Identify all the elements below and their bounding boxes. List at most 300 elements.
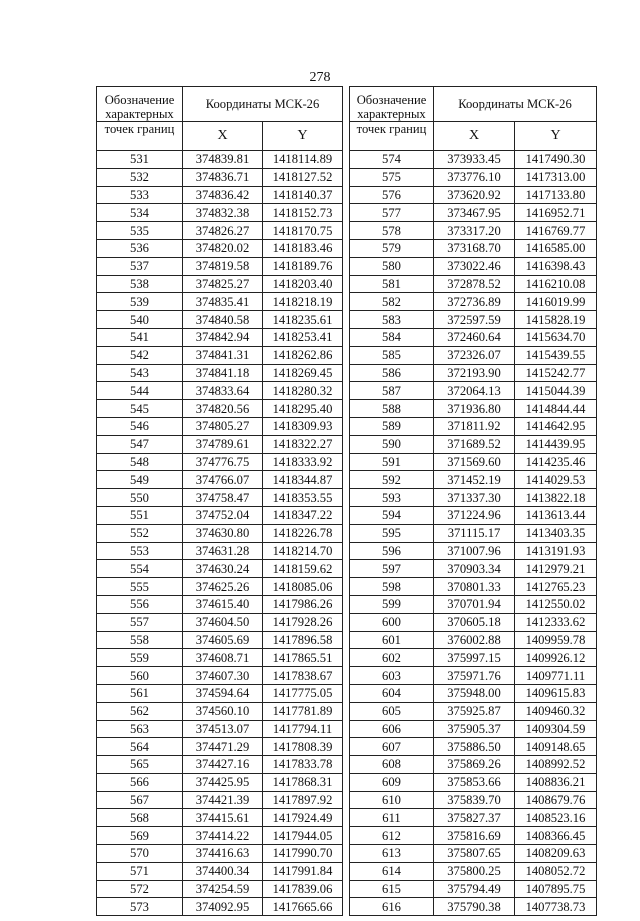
point-id-cell: 563 <box>97 720 183 738</box>
table-row <box>350 684 597 702</box>
x-coordinate-cell: 374513.07 <box>183 720 263 738</box>
y-coordinate-cell: 1409460.32 <box>515 702 597 720</box>
point-id-cell: 586 <box>350 364 434 382</box>
y-coordinate-cell: 1417313.00 <box>515 168 597 186</box>
table-row <box>350 880 597 898</box>
x-coordinate-cell: 374615.40 <box>183 595 263 613</box>
x-coordinate-cell: 373776.10 <box>434 168 515 186</box>
point-id-cell: 562 <box>97 702 183 720</box>
point-id-cell: 549 <box>97 471 183 489</box>
y-coordinate-cell: 1415828.19 <box>515 311 597 329</box>
table-row <box>97 364 343 382</box>
point-id-cell: 575 <box>350 168 434 186</box>
table-row <box>97 151 343 169</box>
table-row <box>97 417 343 435</box>
table-row <box>97 809 343 827</box>
y-coordinate-cell: 1418295.40 <box>263 400 343 418</box>
y-coordinate-cell: 1414029.53 <box>515 471 597 489</box>
x-coordinate-cell: 375853.66 <box>434 773 515 791</box>
table-row <box>350 702 597 720</box>
x-coordinate-cell: 374836.71 <box>183 168 263 186</box>
y-coordinate-cell: 1417868.31 <box>263 773 343 791</box>
table-row <box>97 328 343 346</box>
point-id-cell: 536 <box>97 239 183 257</box>
x-coordinate-cell: 374415.61 <box>183 809 263 827</box>
point-id-cell: 551 <box>97 506 183 524</box>
x-coordinate-cell: 374820.02 <box>183 239 263 257</box>
y-coordinate-cell: 1417991.84 <box>263 862 343 880</box>
x-coordinate-cell: 371569.60 <box>434 453 515 471</box>
table-row <box>97 578 343 596</box>
point-id-cell: 605 <box>350 702 434 720</box>
table-header <box>350 87 597 151</box>
point-id-cell: 567 <box>97 791 183 809</box>
x-coordinate-cell: 374416.63 <box>183 845 263 863</box>
x-coordinate-cell: 374825.27 <box>183 275 263 293</box>
x-coordinate-cell: 373317.20 <box>434 222 515 240</box>
y-coordinate-cell: 1417838.67 <box>263 667 343 685</box>
y-coordinate-cell: 1417839.06 <box>263 880 343 898</box>
point-id-cell: 553 <box>97 542 183 560</box>
table-row <box>350 613 597 631</box>
point-id-cell: 561 <box>97 684 183 702</box>
coordinates-table-right <box>349 86 597 916</box>
y-coordinate-cell: 1417794.11 <box>263 720 343 738</box>
y-coordinate-cell: 1412979.21 <box>515 560 597 578</box>
table-row <box>350 400 597 418</box>
table-row <box>350 542 597 560</box>
x-coordinate-cell: 370801.33 <box>434 578 515 596</box>
x-coordinate-cell: 374414.22 <box>183 827 263 845</box>
y-coordinate-cell: 1418114.89 <box>263 151 343 169</box>
table-row <box>350 489 597 507</box>
x-coordinate-cell: 375827.37 <box>434 809 515 827</box>
point-id-cell: 596 <box>350 542 434 560</box>
y-coordinate-cell: 1418214.70 <box>263 542 343 560</box>
table-row <box>350 649 597 667</box>
x-coordinate-cell: 370605.18 <box>434 613 515 631</box>
x-coordinate-cell: 374421.39 <box>183 791 263 809</box>
y-coordinate-cell: 1418262.86 <box>263 346 343 364</box>
y-coordinate-cell: 1417775.05 <box>263 684 343 702</box>
table-row <box>97 631 343 649</box>
table-row <box>97 898 343 916</box>
x-coordinate-cell: 374608.71 <box>183 649 263 667</box>
table-row <box>350 293 597 311</box>
point-id-cell: 569 <box>97 827 183 845</box>
table-row <box>97 168 343 186</box>
y-coordinate-cell: 1418347.22 <box>263 506 343 524</box>
y-coordinate-cell: 1414439.95 <box>515 435 597 453</box>
y-coordinate-cell: 1408992.52 <box>515 756 597 774</box>
x-coordinate-cell: 374820.56 <box>183 400 263 418</box>
table-row <box>97 506 343 524</box>
point-id-cell: 599 <box>350 595 434 613</box>
table-row <box>97 435 343 453</box>
y-coordinate-cell: 1414844.44 <box>515 400 597 418</box>
x-coordinate-cell: 370701.94 <box>434 595 515 613</box>
y-coordinate-cell: 1417665.66 <box>263 898 343 916</box>
table-row <box>350 667 597 685</box>
table-row <box>350 738 597 756</box>
x-coordinate-cell: 374631.28 <box>183 542 263 560</box>
coords-label: Координаты МСК-26 <box>183 87 343 122</box>
point-id-cell: 584 <box>350 328 434 346</box>
x-coordinate-cell: 375794.49 <box>434 880 515 898</box>
x-coordinate-cell: 373022.46 <box>434 257 515 275</box>
y-coordinate-cell: 1417944.05 <box>263 827 343 845</box>
y-coordinate-cell: 1416019.99 <box>515 293 597 311</box>
table-row <box>97 471 343 489</box>
table-row <box>350 524 597 542</box>
point-id-cell: 531 <box>97 151 183 169</box>
table-row <box>350 151 597 169</box>
x-coordinate-cell: 372878.52 <box>434 275 515 293</box>
point-id-cell: 537 <box>97 257 183 275</box>
table-row <box>350 845 597 863</box>
point-id-cell: 582 <box>350 293 434 311</box>
x-coordinate-cell: 375886.50 <box>434 738 515 756</box>
table-row <box>97 346 343 364</box>
y-coordinate-cell: 1418183.46 <box>263 239 343 257</box>
table-row <box>97 400 343 418</box>
x-coordinate-cell: 374842.94 <box>183 328 263 346</box>
table-row <box>350 364 597 382</box>
point-id-cell: 602 <box>350 649 434 667</box>
point-id-cell: 547 <box>97 435 183 453</box>
y-coordinate-cell: 1418269.45 <box>263 364 343 382</box>
table-row <box>350 168 597 186</box>
y-coordinate-cell: 1417490.30 <box>515 151 597 169</box>
point-id-cell: 541 <box>97 328 183 346</box>
y-coordinate-cell: 1418159.62 <box>263 560 343 578</box>
y-coordinate-cell: 1417833.78 <box>263 756 343 774</box>
x-coordinate-cell: 375800.25 <box>434 862 515 880</box>
x-coordinate-cell: 371224.96 <box>434 506 515 524</box>
point-id-cell: 564 <box>97 738 183 756</box>
point-id-cell: 579 <box>350 239 434 257</box>
y-coordinate-cell: 1415242.77 <box>515 364 597 382</box>
table-row <box>350 382 597 400</box>
point-id-cell: 566 <box>97 773 183 791</box>
x-coordinate-cell: 374826.27 <box>183 222 263 240</box>
table-row <box>350 257 597 275</box>
table-row <box>97 773 343 791</box>
table-row <box>97 560 343 578</box>
x-coordinate-cell: 376002.88 <box>434 631 515 649</box>
point-id-cell: 610 <box>350 791 434 809</box>
y-coordinate-cell: 1418189.76 <box>263 257 343 275</box>
x-coordinate-cell: 375997.15 <box>434 649 515 667</box>
x-coordinate-cell: 375925.87 <box>434 702 515 720</box>
x-coordinate-cell: 374836.42 <box>183 186 263 204</box>
y-coordinate-cell: 1413822.18 <box>515 489 597 507</box>
y-coordinate-cell: 1417897.92 <box>263 791 343 809</box>
y-coordinate-cell: 1412333.62 <box>515 613 597 631</box>
y-coordinate-cell: 1413191.93 <box>515 542 597 560</box>
point-id-cell: 590 <box>350 435 434 453</box>
point-id-cell: 533 <box>97 186 183 204</box>
point-id-cell: 559 <box>97 649 183 667</box>
y-coordinate-cell: 1417865.51 <box>263 649 343 667</box>
point-id-cell: 593 <box>350 489 434 507</box>
point-id-cell: 539 <box>97 293 183 311</box>
point-id-cell: 534 <box>97 204 183 222</box>
y-coordinate-cell: 1418140.37 <box>263 186 343 204</box>
point-id-cell: 589 <box>350 417 434 435</box>
y-coordinate-cell: 1417928.26 <box>263 613 343 631</box>
y-coordinate-cell: 1416952.71 <box>515 204 597 222</box>
x-coordinate-cell: 375869.26 <box>434 756 515 774</box>
point-id-cell: 614 <box>350 862 434 880</box>
point-id-cell: 588 <box>350 400 434 418</box>
point-id-cell: 604 <box>350 684 434 702</box>
point-id-cell: 542 <box>97 346 183 364</box>
x-coordinate-cell: 373168.70 <box>434 239 515 257</box>
table-row <box>97 524 343 542</box>
y-coordinate-cell: 1418253.41 <box>263 328 343 346</box>
x-coordinate-cell: 372736.89 <box>434 293 515 311</box>
point-id-cell: 546 <box>97 417 183 435</box>
table-row <box>350 311 597 329</box>
point-id-cell: 581 <box>350 275 434 293</box>
x-coordinate-cell: 375807.65 <box>434 845 515 863</box>
x-coordinate-cell: 374841.31 <box>183 346 263 364</box>
table-row <box>97 880 343 898</box>
y-coordinate-cell: 1417986.26 <box>263 595 343 613</box>
y-coordinate-cell: 1418353.55 <box>263 489 343 507</box>
y-coordinate-cell: 1407738.73 <box>515 898 597 916</box>
y-coordinate-cell: 1417896.58 <box>263 631 343 649</box>
x-coordinate-cell: 374819.58 <box>183 257 263 275</box>
x-coordinate-cell: 374758.47 <box>183 489 263 507</box>
table-row <box>97 382 343 400</box>
y-coordinate-cell: 1409959.78 <box>515 631 597 649</box>
table-row <box>350 222 597 240</box>
point-id-cell: 597 <box>350 560 434 578</box>
point-id-cell: 600 <box>350 613 434 631</box>
x-coordinate-cell: 371115.17 <box>434 524 515 542</box>
y-coordinate-cell: 1417990.70 <box>263 845 343 863</box>
point-id-cell: 577 <box>350 204 434 222</box>
x-coordinate-cell: 373933.45 <box>434 151 515 169</box>
y-coordinate-cell: 1409148.65 <box>515 738 597 756</box>
y-coordinate-cell: 1413613.44 <box>515 506 597 524</box>
x-coordinate-cell: 374092.95 <box>183 898 263 916</box>
point-id-cell: 556 <box>97 595 183 613</box>
table-row <box>97 275 343 293</box>
table-row <box>350 862 597 880</box>
x-coordinate-cell: 375905.37 <box>434 720 515 738</box>
point-id-cell: 611 <box>350 809 434 827</box>
table-body <box>97 151 343 916</box>
table-row <box>97 453 343 471</box>
coords-label: Координаты МСК-26 <box>434 87 597 122</box>
x-coordinate-cell: 374841.18 <box>183 364 263 382</box>
x-coordinate-cell: 374805.27 <box>183 417 263 435</box>
y-coordinate-cell: 1417808.39 <box>263 738 343 756</box>
y-coordinate-cell: 1418152.73 <box>263 204 343 222</box>
point-id-cell: 591 <box>350 453 434 471</box>
y-coordinate-cell: 1409771.11 <box>515 667 597 685</box>
x-coordinate-cell: 374471.29 <box>183 738 263 756</box>
point-id-cell: 607 <box>350 738 434 756</box>
point-id-cell: 603 <box>350 667 434 685</box>
table-row <box>97 845 343 863</box>
x-coordinate-cell: 370903.34 <box>434 560 515 578</box>
x-coordinate-cell: 374766.07 <box>183 471 263 489</box>
y-coordinate-cell: 1408209.63 <box>515 845 597 863</box>
page-number: 278 <box>309 70 331 85</box>
table-row <box>97 862 343 880</box>
point-id-cell: 571 <box>97 862 183 880</box>
y-coordinate-cell: 1417133.80 <box>515 186 597 204</box>
y-coordinate-cell: 1418309.93 <box>263 417 343 435</box>
table-row <box>350 560 597 578</box>
x-coordinate-cell: 374594.64 <box>183 684 263 702</box>
table-row <box>97 738 343 756</box>
y-coordinate-cell: 1408836.21 <box>515 773 597 791</box>
x-coordinate-cell: 374833.64 <box>183 382 263 400</box>
point-id-cell: 587 <box>350 382 434 400</box>
point-id-cell: 565 <box>97 756 183 774</box>
table-row <box>97 186 343 204</box>
table-row <box>97 293 343 311</box>
x-coordinate-cell: 371811.92 <box>434 417 515 435</box>
coordinates-table-left <box>96 86 343 916</box>
table-row <box>350 898 597 916</box>
y-coordinate-cell: 1418280.32 <box>263 382 343 400</box>
table-row <box>97 311 343 329</box>
y-coordinate-cell: 1416398.43 <box>515 257 597 275</box>
table-row <box>350 328 597 346</box>
y-coordinate-cell: 1418203.40 <box>263 275 343 293</box>
point-label-bottom: точек границ <box>97 122 183 151</box>
table-row <box>350 186 597 204</box>
x-coordinate-cell: 374840.58 <box>183 311 263 329</box>
y-coordinate-cell: 1417781.89 <box>263 702 343 720</box>
point-id-cell: 616 <box>350 898 434 916</box>
table-row <box>350 809 597 827</box>
point-id-cell: 548 <box>97 453 183 471</box>
table-row <box>350 346 597 364</box>
x-coordinate-cell: 374630.24 <box>183 560 263 578</box>
point-label-bottom: точек границ <box>350 122 434 151</box>
x-coordinate-cell: 375816.69 <box>434 827 515 845</box>
point-id-cell: 578 <box>350 222 434 240</box>
y-coordinate-cell: 1418235.61 <box>263 311 343 329</box>
x-coordinate-cell: 374835.41 <box>183 293 263 311</box>
x-coordinate-cell: 374839.81 <box>183 151 263 169</box>
point-id-cell: 557 <box>97 613 183 631</box>
y-coordinate-cell: 1416769.77 <box>515 222 597 240</box>
x-coordinate-cell: 372597.59 <box>434 311 515 329</box>
table-row <box>350 239 597 257</box>
y-coordinate-cell: 1415439.55 <box>515 346 597 364</box>
x-coordinate-cell: 371337.30 <box>434 489 515 507</box>
y-coordinate-cell: 1416210.08 <box>515 275 597 293</box>
x-coordinate-cell: 374607.30 <box>183 667 263 685</box>
y-coordinate-cell: 1413403.35 <box>515 524 597 542</box>
x-coordinate-cell: 371452.19 <box>434 471 515 489</box>
table-header <box>97 87 343 151</box>
point-id-cell: 558 <box>97 631 183 649</box>
y-coordinate-cell: 1414235.46 <box>515 453 597 471</box>
y-coordinate-cell: 1417924.49 <box>263 809 343 827</box>
table-row <box>350 631 597 649</box>
point-id-cell: 574 <box>350 151 434 169</box>
table-row <box>350 578 597 596</box>
table-row <box>97 595 343 613</box>
table-row <box>97 649 343 667</box>
y-coordinate-cell: 1407895.75 <box>515 880 597 898</box>
point-id-cell: 532 <box>97 168 183 186</box>
point-id-cell: 613 <box>350 845 434 863</box>
x-coordinate-cell: 374625.26 <box>183 578 263 596</box>
table-row <box>350 791 597 809</box>
table-row <box>350 435 597 453</box>
x-coordinate-cell: 374605.69 <box>183 631 263 649</box>
point-id-cell: 612 <box>350 827 434 845</box>
point-id-cell: 554 <box>97 560 183 578</box>
y-coordinate-cell: 1408366.45 <box>515 827 597 845</box>
y-coordinate-cell: 1416585.00 <box>515 239 597 257</box>
table-row <box>97 239 343 257</box>
point-id-cell: 568 <box>97 809 183 827</box>
x-coordinate-cell: 373620.92 <box>434 186 515 204</box>
x-coordinate-cell: 375790.38 <box>434 898 515 916</box>
table-row <box>350 720 597 738</box>
y-coordinate-cell: 1409615.83 <box>515 684 597 702</box>
x-label: X <box>434 122 515 151</box>
point-id-cell: 573 <box>97 898 183 916</box>
table-row <box>350 506 597 524</box>
x-label: X <box>183 122 263 151</box>
x-coordinate-cell: 374789.61 <box>183 435 263 453</box>
x-coordinate-cell: 374427.16 <box>183 756 263 774</box>
y-coordinate-cell: 1408052.72 <box>515 862 597 880</box>
y-coordinate-cell: 1418322.27 <box>263 435 343 453</box>
point-id-cell: 538 <box>97 275 183 293</box>
x-coordinate-cell: 374832.38 <box>183 204 263 222</box>
point-id-cell: 572 <box>97 880 183 898</box>
table-row <box>97 222 343 240</box>
y-label: Y <box>263 122 343 151</box>
table-row <box>97 684 343 702</box>
table-row <box>350 773 597 791</box>
point-id-cell: 598 <box>350 578 434 596</box>
y-coordinate-cell: 1408679.76 <box>515 791 597 809</box>
point-label-top: Обозначение характерных <box>97 87 183 122</box>
x-coordinate-cell: 374604.50 <box>183 613 263 631</box>
table-row <box>97 702 343 720</box>
point-id-cell: 540 <box>97 311 183 329</box>
point-id-cell: 592 <box>350 471 434 489</box>
table-row <box>97 720 343 738</box>
table-row <box>350 453 597 471</box>
y-coordinate-cell: 1418218.19 <box>263 293 343 311</box>
x-coordinate-cell: 375839.70 <box>434 791 515 809</box>
x-coordinate-cell: 373467.95 <box>434 204 515 222</box>
y-coordinate-cell: 1414642.95 <box>515 417 597 435</box>
y-coordinate-cell: 1408523.16 <box>515 809 597 827</box>
y-coordinate-cell: 1418226.78 <box>263 524 343 542</box>
table-row <box>97 204 343 222</box>
x-coordinate-cell: 374400.34 <box>183 862 263 880</box>
table-body <box>350 151 597 916</box>
x-coordinate-cell: 371689.52 <box>434 435 515 453</box>
x-coordinate-cell: 374254.59 <box>183 880 263 898</box>
